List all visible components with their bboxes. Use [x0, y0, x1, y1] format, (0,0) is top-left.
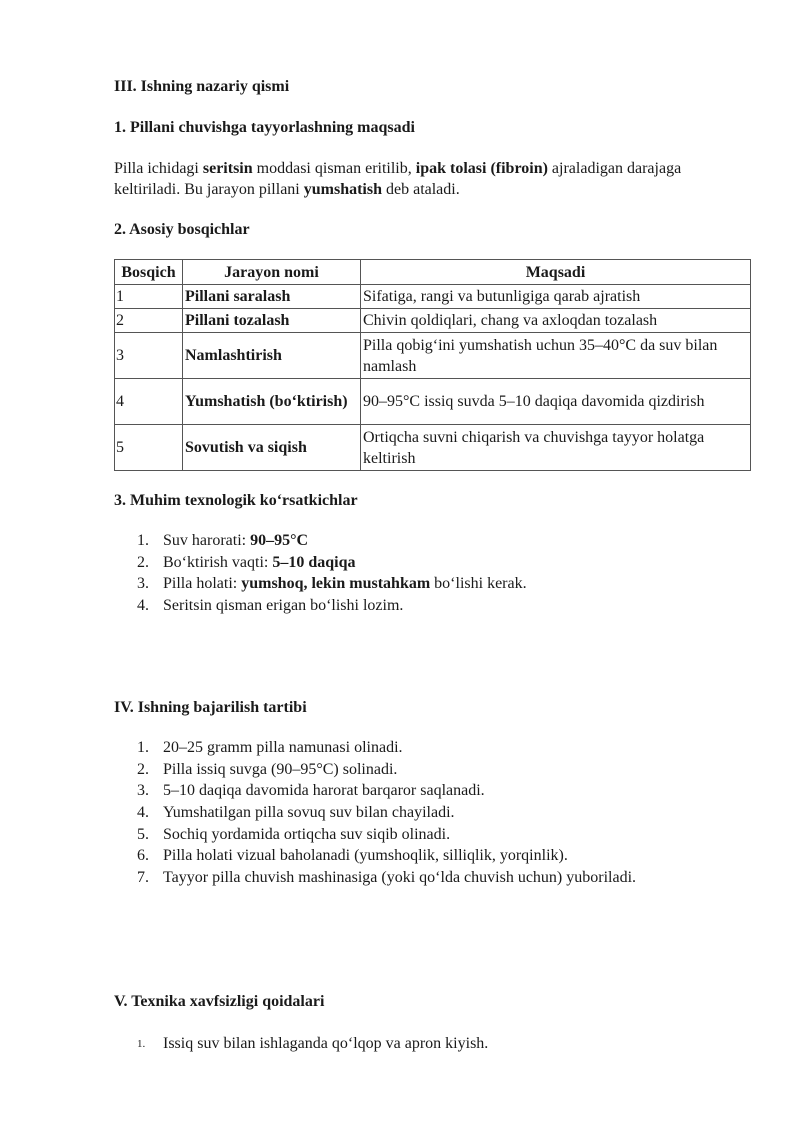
stage-number: 1: [115, 285, 183, 309]
section-3-title: III. Ishning nazariy qismi: [114, 78, 290, 95]
list-number: 4.: [137, 597, 149, 615]
subsection-3-title: 3. Muhim texnologik ko‘rsatkichlar: [114, 492, 358, 509]
process-purpose: Chivin qoldiqlari, chang va axloqdan tozalash: [361, 309, 751, 333]
purpose-paragraph: [114, 158, 734, 200]
list-item: [137, 867, 636, 889]
list-item: [137, 552, 527, 574]
list-number: 1.: [137, 1038, 146, 1050]
purpose-term-yumshatish: yumshatish: [303, 181, 382, 198]
section-5-title: V. Texnika xavfsizligi qoidalari: [114, 993, 325, 1010]
list-number: 1.: [137, 532, 149, 549]
column-header-stage: Bosqich: [115, 260, 183, 285]
list-item-text: Tayyor pilla chuvish mashinasiga (yoki qo‘lda chuvish uchun) yuboriladi.: [163, 869, 637, 887]
list-number: 4.: [137, 804, 149, 822]
purpose-term-fibroin: ipak tolasi (fibroin): [415, 160, 548, 177]
list-item: [137, 573, 527, 595]
table-row: [115, 309, 751, 333]
list-number: 3.: [137, 782, 149, 800]
list-number: 5.: [137, 825, 149, 843]
list-number: 2.: [137, 553, 149, 571]
list-item-text: Pilla issiq suvga (90–95°C) solinadi.: [163, 760, 398, 778]
list-number: 6.: [137, 847, 149, 865]
list-item-text: 20–25 gramm pilla namunasi olinadi.: [163, 739, 403, 756]
column-header-purpose: Maqsadi: [361, 260, 751, 285]
process-name: Namlashtirish: [183, 333, 361, 379]
table-header-row: [115, 260, 751, 285]
list-item-value: yumshoq, lekin mustahkam: [241, 575, 431, 593]
process-purpose: Ortiqcha suvni chiqarish va chuvishga tayyor holatga keltirish: [361, 425, 751, 471]
purpose-text-2: moddasi qisman eritilib,: [252, 160, 416, 177]
purpose-term-seritsin: seritsin: [202, 160, 253, 177]
list-item: [137, 780, 636, 802]
list-number: 1.: [137, 739, 149, 756]
list-item-text: Issiq suv bilan ishlaganda qo‘lqop va apron kiyish.: [163, 1035, 489, 1052]
list-item-text: Bo‘ktirish vaqti:: [163, 553, 273, 571]
table-row: [115, 285, 751, 309]
list-item-text: Yumshatilgan pilla sovuq suv bilan chayiladi.: [163, 804, 455, 822]
list-item-text: Suv harorati:: [163, 532, 251, 549]
stage-number: 4: [115, 379, 183, 425]
list-item-text: 5–10 daqiqa davomida harorat barqaror saqlanadi.: [163, 782, 485, 800]
table-row: [115, 379, 751, 425]
list-item: [137, 824, 636, 846]
list-item: [137, 737, 636, 759]
safety-list: [137, 1033, 488, 1055]
subsection-1-title: 1. Pillani chuvishga tayyorlashning maqsadi: [114, 119, 415, 136]
process-name: Sovutish va siqish: [183, 425, 361, 471]
list-number: 3.: [137, 575, 149, 593]
list-number: 7.: [137, 869, 149, 887]
list-item: [137, 802, 636, 824]
list-item-suffix: bo‘lishi kerak.: [430, 575, 527, 593]
purpose-text-4: deb ataladi.: [381, 181, 460, 198]
table-row: [115, 333, 751, 379]
purpose-text-1: Pilla ichidagi: [114, 160, 203, 177]
list-item-text: Seritsin qisman erigan bo‘lishi lozim.: [163, 597, 404, 615]
stage-number: 5: [115, 425, 183, 471]
list-item-text: Pilla holati:: [163, 575, 242, 593]
process-purpose: 90–95°C issiq suvda 5–10 daqiqa davomida qizdirish: [361, 379, 751, 425]
process-purpose: Sifatiga, rangi va butunligiga qarab ajratish: [361, 285, 751, 309]
column-header-process: Jarayon nomi: [183, 260, 361, 285]
process-name: Yumshatish (bo‘ktirish): [183, 379, 361, 425]
stages-table: [114, 259, 751, 471]
stage-number: 3: [115, 333, 183, 379]
list-item: [137, 530, 527, 552]
section-4-title: IV. Ishning bajarilish tartibi: [114, 699, 307, 716]
list-item: [137, 595, 527, 617]
procedure-list: [137, 737, 636, 889]
list-item-text: Pilla holati vizual baholanadi (yumshoqlik, silliqlik, yorqinlik).: [163, 847, 568, 865]
table-row: [115, 425, 751, 471]
list-number: 2.: [137, 760, 149, 778]
list-item-text: Sochiq yordamida ortiqcha suv siqib olinadi.: [163, 825, 451, 843]
process-purpose: Pilla qobig‘ini yumshatish uchun 35–40°C da suv bilan namlash: [361, 333, 751, 379]
list-item: [137, 845, 636, 867]
list-item: [137, 759, 636, 781]
list-item-value: 5–10 daqiqa: [272, 553, 356, 571]
list-item-value: 90–95°C: [250, 532, 309, 549]
subsection-2-title: 2. Asosiy bosqichlar: [114, 221, 250, 238]
purpose-text-3: ajraladigan darajaga keltiriladi. Bu jarayon pillani: [114, 160, 682, 198]
process-name: Pillani tozalash: [183, 309, 361, 333]
stage-number: 2: [115, 309, 183, 333]
process-name: Pillani saralash: [183, 285, 361, 309]
indicators-list: [137, 530, 527, 617]
list-item: [137, 1033, 488, 1055]
